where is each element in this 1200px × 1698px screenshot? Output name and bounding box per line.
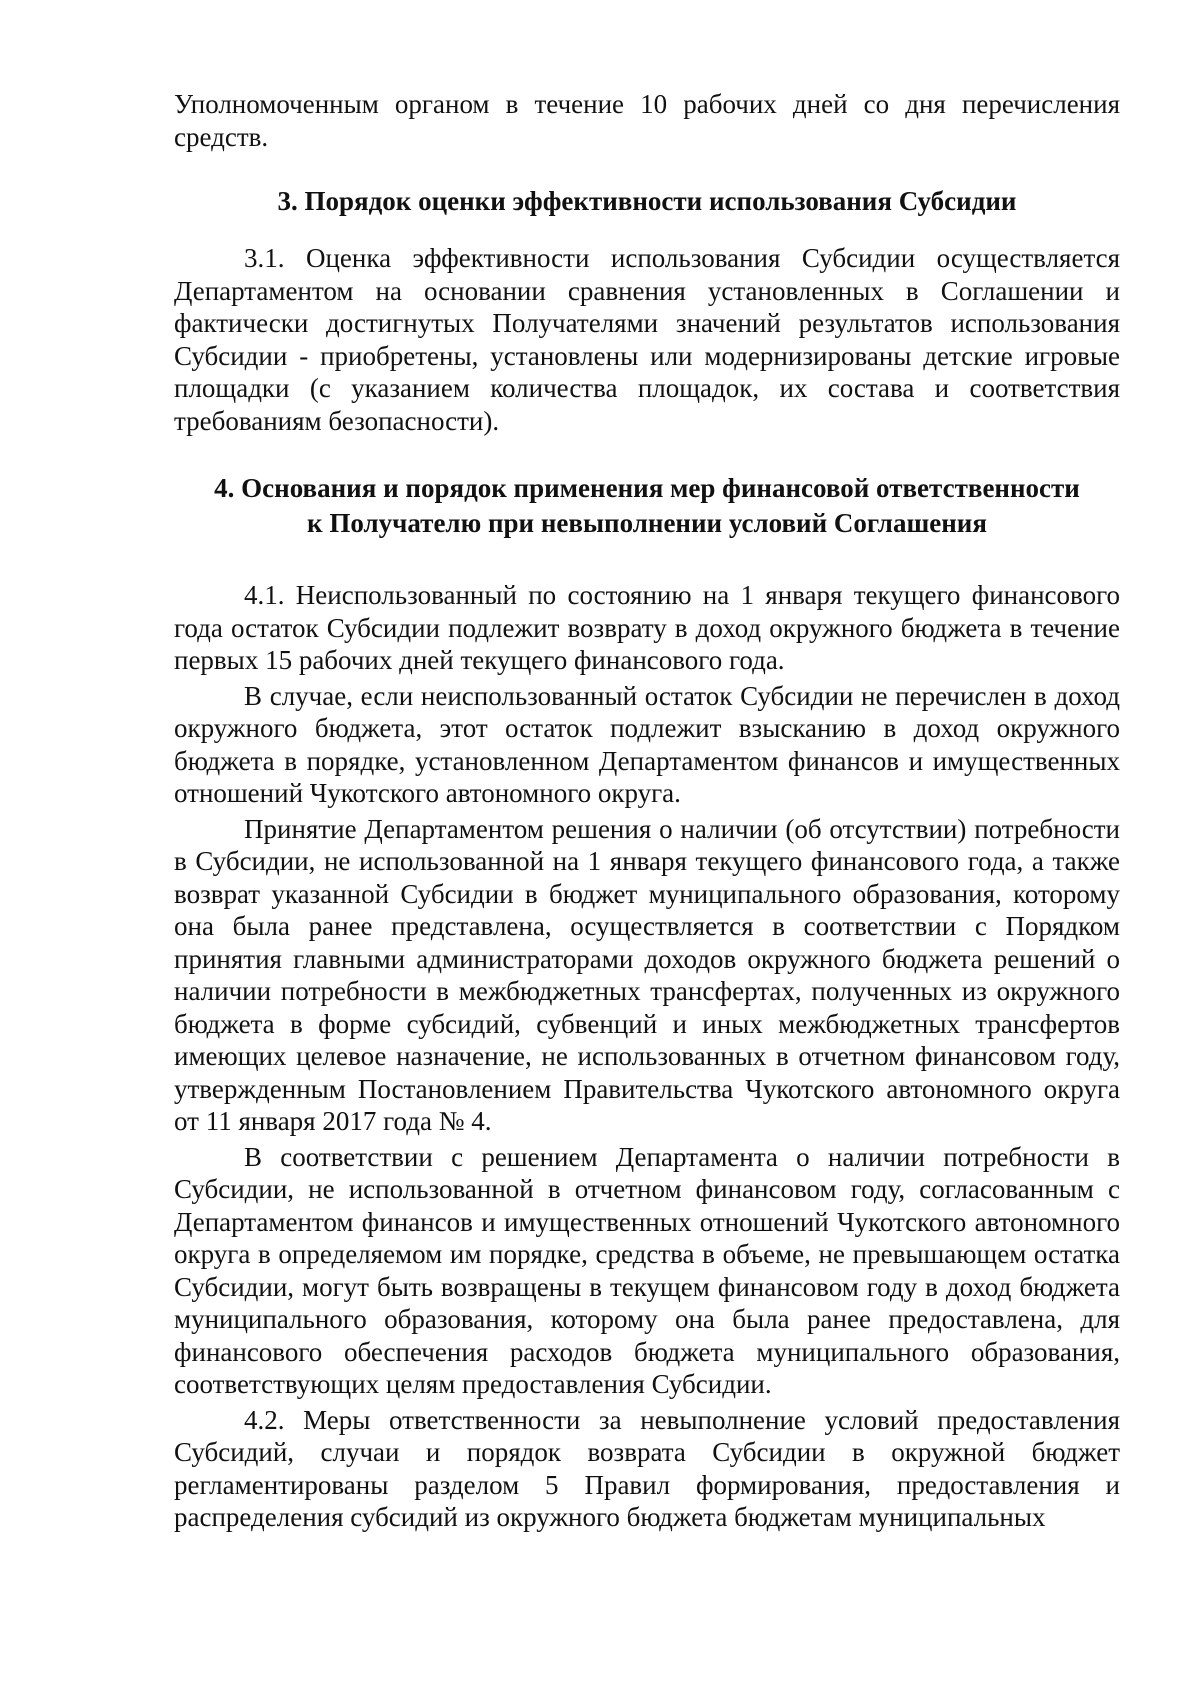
document-page [174, 88, 1120, 1534]
paragraph-4-2: 4.2. Меры ответственности за невыполнение условий предоставления Субсидий, случаи и порядок возврата Субсидии в окружной бюджет регламентированы разделом 5 Правил формирования, предоставления и распределения субсидий из окружного бюджета бюджетам муниципальных [174, 1404, 1120, 1532]
section-4-heading-line-1: 4. Основания и порядок применения мер финансовой ответственности [214, 473, 1080, 503]
paragraph-decision: Принятие Департаментом решения о наличии (об отсутствии) потребности в Субсидии, не использованной на 1 января текущего финансового года, а также возврат указанной Субсидии в бюджет муниципального образования, которому она была ранее представлена, осуществляется в соответствии с Порядком принятия главными администраторами доходов окружного бюджета решений о наличии потребности в межбюджетных трансфертах, полученных из окружного бюджета в форме субсидий, субвенций и иных межбюджетных трансфертов имеющих целевое назначение, не использованных в отчетном финансовом году, утвержденным Постановлением Правительства Чукотского автономного округа от 11 января 2017 года № 4. [174, 813, 1120, 1136]
paragraph-4-1: 4.1. Неиспользованный по состоянию на 1 января текущего финансового года остаток Субсидии подлежит возврату в доход окружного бюджета в течение первых 15 рабочих дней текущего финансового года. [174, 580, 1120, 675]
section-4-heading [174, 471, 1120, 541]
intro-paragraph: Уполномоченным органом в течение 10 рабочих дней со дня перечисления средств. [174, 89, 1120, 152]
paragraph-3-1: 3.1. Оценка эффективности использования Субсидии осуществляется Департаментом на основании сравнения установленных в Соглашении и фактически достигнутых Получателями значений результатов использования Субсидии - приобретены, установлены или модернизированы детские игровые площадки (с указанием количества площадок, их состава и соответствия требованиям безопасности). [174, 243, 1120, 436]
section-3-heading: 3. Порядок оценки эффективности использования Субсидии [277, 186, 1017, 216]
paragraph-return: В соответствии с решением Департамента о наличии потребности в Субсидии, не использованной в отчетном финансовом году, согласованным с Департаментом финансов и имущественных отношений Чукотского автономного округа в определяемом им порядке, средства в объеме, не превышающем остатка Субсидии, могут быть возвращены в текущем финансовом году в доход бюджета муниципального образования, которому она была ранее предоставлена, для финансового обеспечения расходов бюджета муниципального образования, соответствующих целям предоставления Субсидии. [174, 1141, 1120, 1399]
paragraph-unused-balance: В случае, если неиспользованный остаток Субсидии не перечислен в доход окружного бюджета, этот остаток подлежит взысканию в доход окружного бюджета в порядке, установленном Департаментом финансов и имущественных отношений Чукотского автономного округа. [174, 680, 1120, 808]
section-4-heading-line-2: к Получателю при невыполнении условий Соглашения [307, 508, 987, 538]
